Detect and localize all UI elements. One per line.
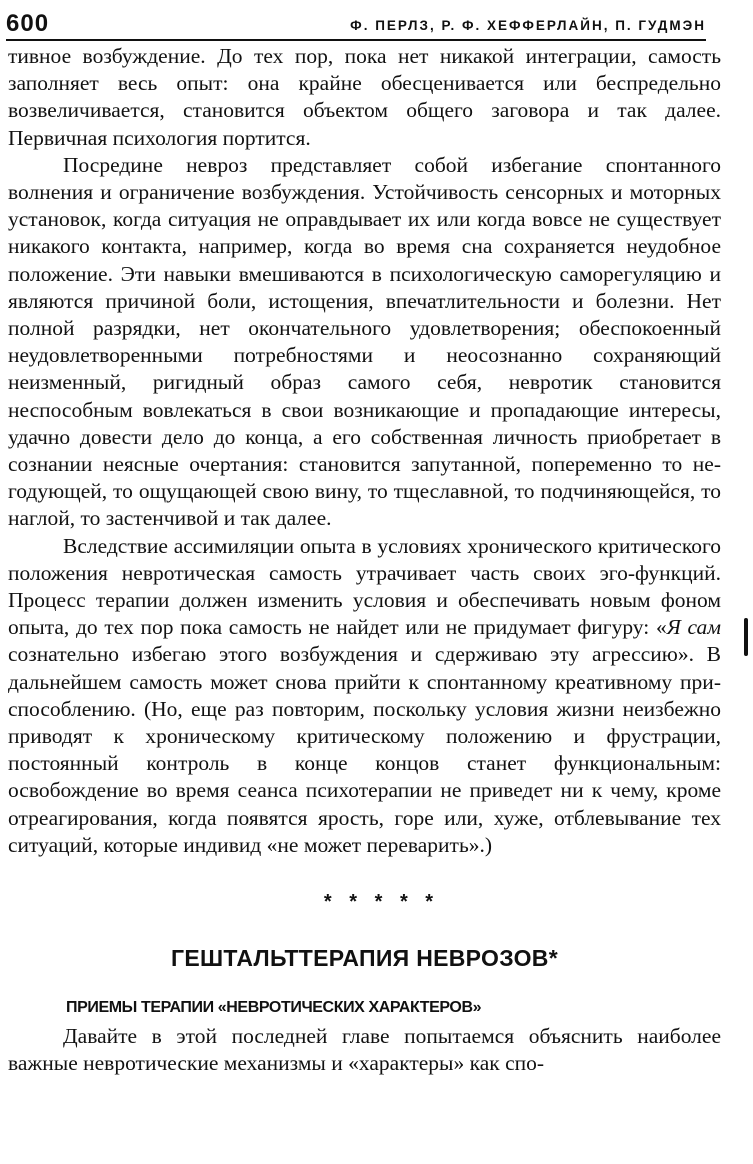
paragraph-assimilation-part-2: сознательно избегаю этого возбуждения и сдерживаю эту агрессию». В дальнейшем самость может снова прийти к спонтанному креативному приспособлению. (Но, еще раз повторим, поскольку условия жизни неизбежно приводят к хроническому критическому положению и фрустрации, постоянный контроль в конце концов станет функциональным: освобождение во время сеанса психотерапии не приведет ни к чему, кроме отреагирования, когда появятся ярость, горе или, хуже, отблевывание тех ситуаций, которые индивид «не может переварить».) [8,642,721,857]
body-text [8,43,721,1078]
paragraph-continuation: тивное возбуждение. До тех пор, пока нет никакой интеграции, самость заполняет весь опыт: она крайне обесценивается или беспредельно возвеличивается, становится объектом общего заговора и так далее. Первичная психология портится. [8,44,721,150]
paragraph-assimilation [8,533,721,859]
margin-mark [744,618,748,656]
chapter-title: ГЕШТАЛЬТТЕРАПИЯ НЕВРОЗОВ* [171,945,558,972]
header-authors: Ф. ПЕРЛЗ, Р. Ф. ХЕФФЕРЛАЙН, П. ГУДМЭН [350,18,706,33]
section-title: ПРИЕМЫ ТЕРАПИИ «НЕВРОТИЧЕСКИХ ХАРАКТЕРОВ» [66,999,482,1017]
paragraph-assimilation-part-1: Вследствие ассимиляции опыта в условиях хронического критического положения невротическая самость утрачивает часть своих эго-функций. Процесс терапии должен изменить условия и обеспечивать новым фоном опыта, до тех пор пока самость не найдет или не придумает фигуру: « [8,533,721,640]
section-separator: * * * * * [323,891,440,914]
italic-phrase: Я сам [666,615,721,640]
running-header [6,6,706,36]
header-rule [6,39,706,41]
page-number: 600 [6,10,50,37]
paragraph-chapter-intro: Давайте в этой последней главе попытаемся объяснить наиболее важные невротические механизмы и «характеры» как спо- [8,1024,721,1076]
paragraph-neurosis-middle: Посредине невроз представляет собой избегание спонтанного волнения и ограничение возбуждения. Устойчивость сенсорных и моторных установок, когда ситуация не оправдывает их или когда вовсе не существует никакого контакта, например, когда во время сна сохраняется неудобное положение. Эти навыки вмешиваются в психологическую саморегуляцию и являются причиной боли, истощения, впечатлительности и болезни. Нет полной разрядки, нет окончательного удовлетворения; обеспокоенный неудовлетворенными потребностями и неосознанно сохраняющий неизменный, ригидный образ самого себя, невротик становится неспособным вовлекаться в свои возникающие и пропадающие интересы, удачно довести дело до конца, а его собственная личность приобретает в сознании неясные очертания: становится запутанной, попеременно то негодующей, то ощущающей свою вину, то тщеславной, то подчиняющейся, то наглой, то застенчивой и так далее. [8,152,721,531]
